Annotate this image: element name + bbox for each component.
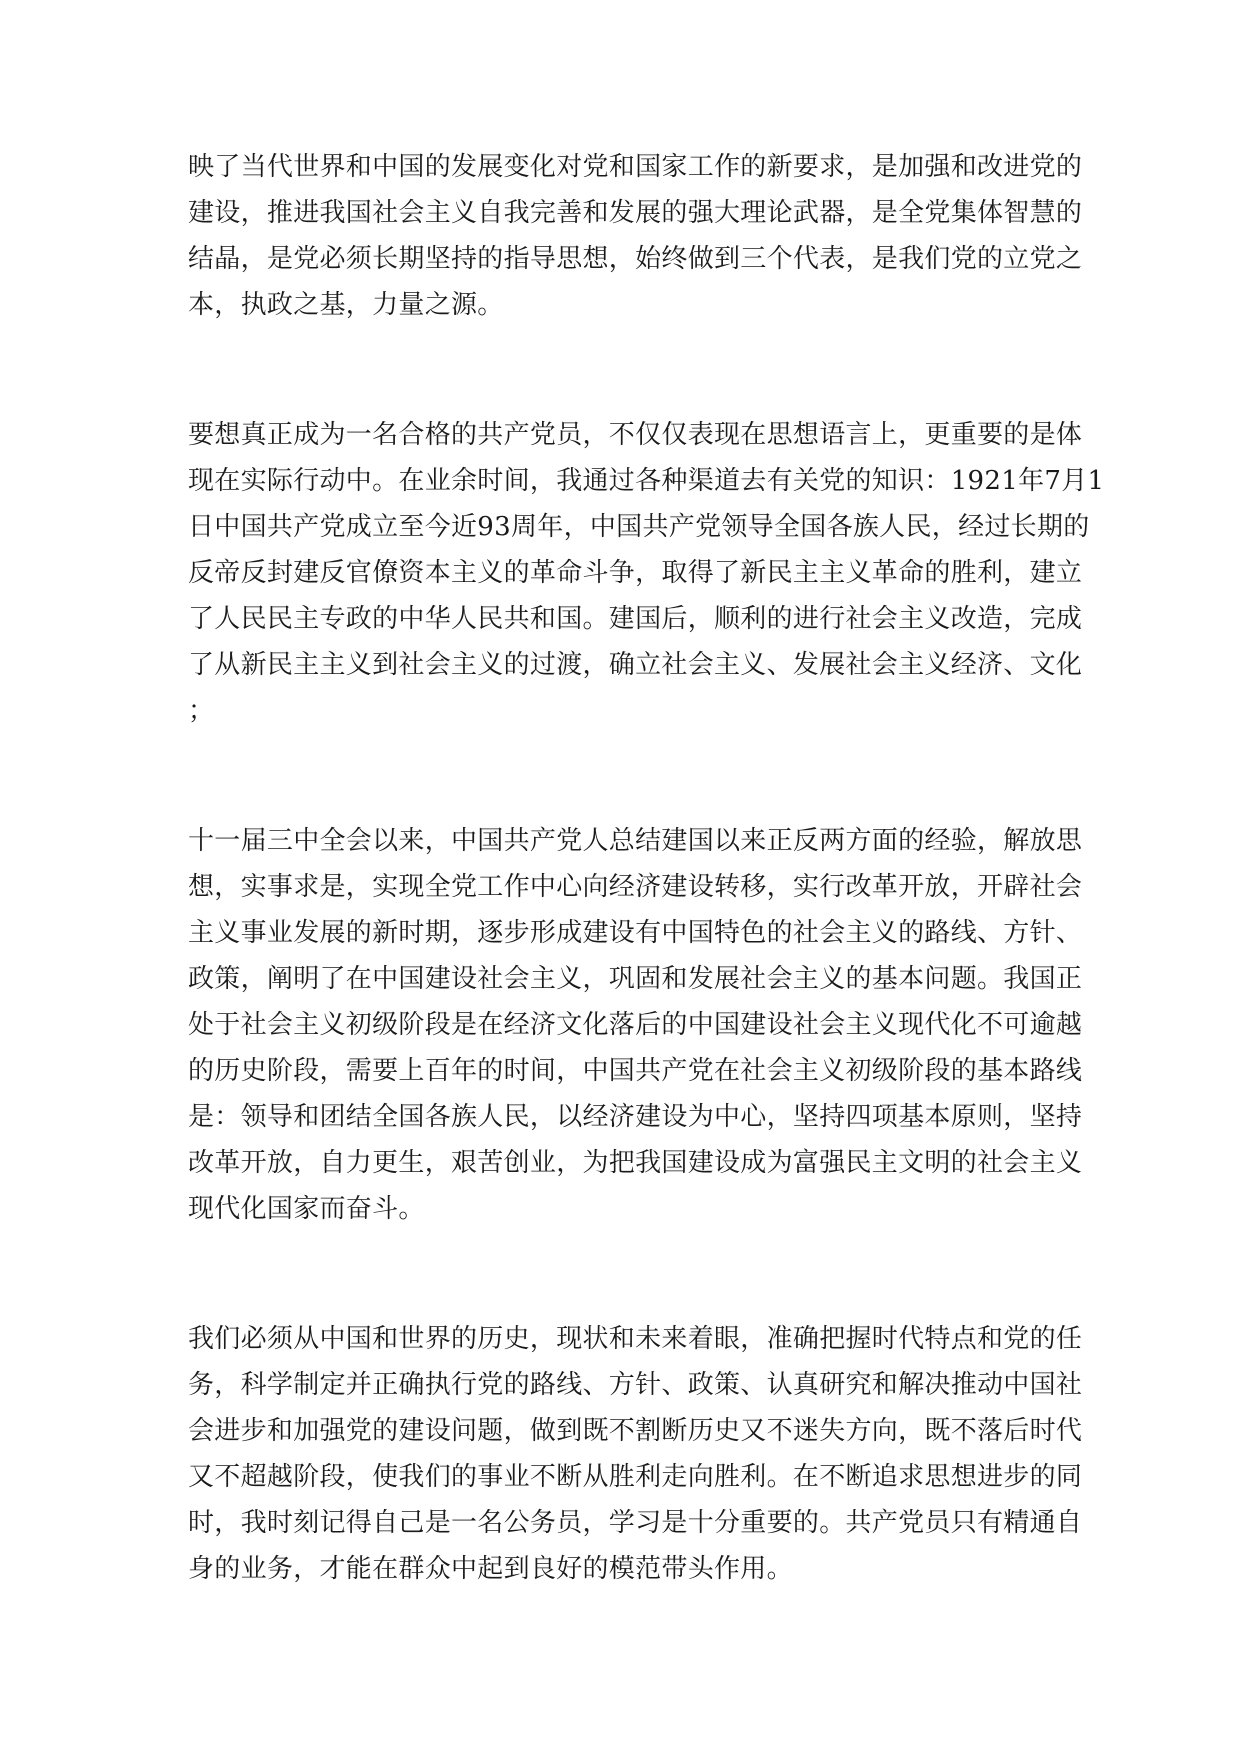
text-line: 又不超越阶段，使我们的事业不断从胜利走向胜利。在不断追求思想进步的同 bbox=[188, 1462, 1083, 1492]
text-line: 现在实际行动中。在业余时间，我通过各种渠道去有关党的知识：1921年7月1 bbox=[188, 466, 1105, 496]
text-line: 身的业务，才能在群众中起到良好的模范带头作用。 bbox=[188, 1554, 793, 1584]
paragraph-gap bbox=[188, 328, 1052, 412]
text-line: 映了当代世界和中国的发展变化对党和国家工作的新要求，是加强和改进党的 bbox=[188, 152, 1083, 182]
paragraph-4 bbox=[188, 1316, 1083, 1592]
text-line: 了人民民主专政的中华人民共和国。建国后，顺利的进行社会主义改造，完成 bbox=[188, 604, 1083, 634]
text-line: 是：领导和团结全国各族人民，以经济建设为中心，坚持四项基本原则，坚持 bbox=[188, 1102, 1083, 1132]
text-line: 反帝反封建反官僚资本主义的革命斗争，取得了新民主主义革命的胜利，建立 bbox=[188, 558, 1083, 588]
text-line: 时，我时刻记得自己是一名公务员，学习是十分重要的。共产党员只有精通自 bbox=[188, 1508, 1083, 1538]
paragraph-gap bbox=[188, 1232, 1052, 1316]
text-line: 主义事业发展的新时期，逐步形成建设有中国特色的社会主义的路线、方针、 bbox=[188, 918, 1083, 948]
text-line: 务，科学制定并正确执行党的路线、方针、政策、认真研究和解决推动中国社 bbox=[188, 1370, 1083, 1400]
text-line: 现代化国家而奋斗。 bbox=[188, 1194, 425, 1224]
text-line: 政策，阐明了在中国建设社会主义，巩固和发展社会主义的基本问题。我国正 bbox=[188, 964, 1083, 994]
text-line: ； bbox=[188, 696, 215, 726]
paragraph-gap bbox=[188, 734, 1052, 818]
text-line: 的历史阶段，需要上百年的时间，中国共产党在社会主义初级阶段的基本路线 bbox=[188, 1056, 1083, 1086]
text-line: 会进步和加强党的建设问题，做到既不割断历史又不迷失方向，既不落后时代 bbox=[188, 1416, 1083, 1446]
text-line: 本，执政之基，力量之源。 bbox=[188, 290, 504, 320]
paragraph-1 bbox=[188, 144, 1083, 328]
text-line: 想，实事求是，实现全党工作中心向经济建设转移，实行改革开放，开辟社会 bbox=[188, 872, 1083, 902]
paragraph-2 bbox=[188, 412, 1105, 734]
paragraph-3 bbox=[188, 818, 1083, 1232]
text-line: 了从新民主主义到社会主义的过渡，确立社会主义、发展社会主义经济、文化 bbox=[188, 650, 1083, 680]
text-line: 结晶，是党必须长期坚持的指导思想，始终做到三个代表，是我们党的立党之 bbox=[188, 244, 1083, 274]
text-line: 要想真正成为一名合格的共产党员，不仅仅表现在思想语言上，更重要的是体 bbox=[188, 420, 1083, 450]
text-line: 改革开放，自力更生，艰苦创业，为把我国建设成为富强民主文明的社会主义 bbox=[188, 1148, 1083, 1178]
text-line: 建设，推进我国社会主义自我完善和发展的强大理论武器，是全党集体智慧的 bbox=[188, 198, 1083, 228]
text-line: 十一届三中全会以来，中国共产党人总结建国以来正反两方面的经验，解放思 bbox=[188, 826, 1083, 856]
text-line: 处于社会主义初级阶段是在经济文化落后的中国建设社会主义现代化不可逾越 bbox=[188, 1010, 1083, 1040]
text-line: 我们必须从中国和世界的历史，现状和未来着眼，准确把握时代特点和党的任 bbox=[188, 1324, 1083, 1354]
text-line: 日中国共产党成立至今近93周年，中国共产党领导全国各族人民，经过长期的 bbox=[188, 512, 1090, 542]
body-text bbox=[188, 144, 1105, 1592]
